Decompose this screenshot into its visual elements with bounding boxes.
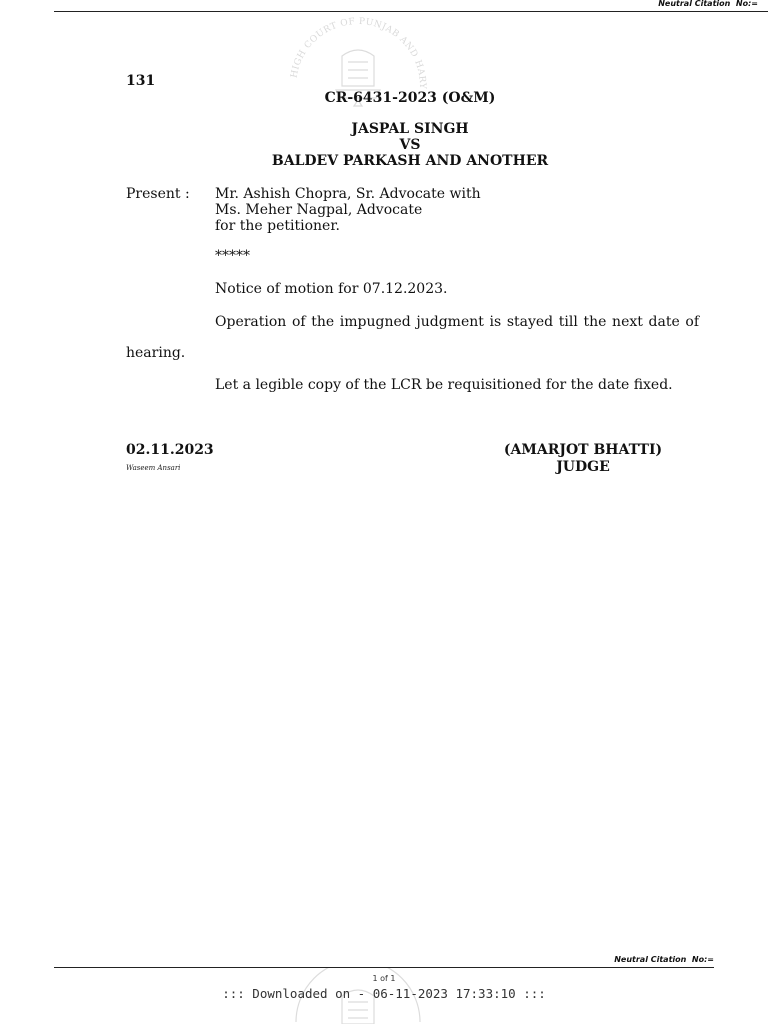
page-number: 1 of 1 xyxy=(372,974,396,983)
neutral-citation-header: Neutral Citation No:= xyxy=(658,0,758,8)
counsel-line: for the petitioner. xyxy=(215,218,340,234)
download-timestamp: ::: Downloaded on - 06-11-2023 17:33:10 ::: xyxy=(222,986,546,1001)
versus-label: VS xyxy=(399,137,421,153)
operation-paragraph-line: hearing. xyxy=(126,345,186,361)
svg-text:HIGH COURT OF PUNJAB AND HARYA xyxy=(278,16,427,90)
counsel-line: Ms. Meher Nagpal, Advocate xyxy=(215,202,423,218)
emblem-arc-text: HIGH COURT OF PUNJAB AND HARY xyxy=(289,16,428,89)
header-rule xyxy=(54,11,768,12)
neutral-citation-footer: Neutral Citation No:= xyxy=(614,955,714,964)
case-number: CR-6431-2023 (O&M) xyxy=(324,90,496,106)
court-emblem-watermark xyxy=(278,16,438,136)
notice-paragraph: Notice of motion for 07.12.2023. xyxy=(215,281,448,297)
order-date: 02.11.2023 xyxy=(126,442,214,458)
party-petitioner: JASPAL SINGH xyxy=(351,121,469,137)
present-label: Present : xyxy=(126,186,190,202)
counsel-line: Mr. Ashish Chopra, Sr. Advocate with xyxy=(215,186,481,202)
judge-title: JUDGE xyxy=(556,459,610,475)
party-respondent: BALDEV PARKASH AND ANOTHER xyxy=(271,153,549,169)
separator-stars: ***** xyxy=(215,248,250,264)
operation-paragraph-line: Operation of the impugned judgment is stayed till the next date of xyxy=(215,314,699,330)
stenographer-signature: Waseem Ansari xyxy=(126,464,181,472)
serial-number: 131 xyxy=(126,73,156,89)
judge-name: (AMARJOT BHATTI) xyxy=(503,442,663,458)
lcr-paragraph: Let a legible copy of the LCR be requisitioned for the date fixed. xyxy=(215,377,673,393)
